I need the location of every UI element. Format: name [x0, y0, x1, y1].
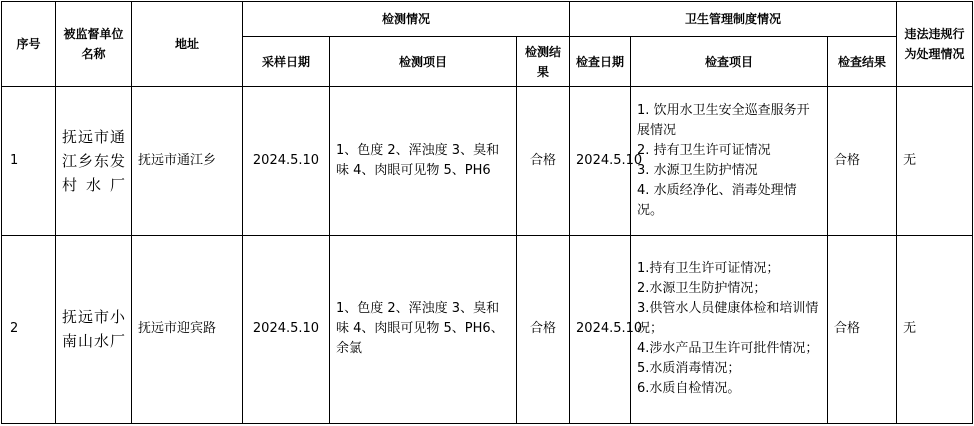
row-inspection-result: 合格 [828, 235, 897, 423]
header-test-result: 检测结果 [517, 37, 570, 87]
header-serial: 序号 [2, 2, 56, 87]
header-sampling-date: 采样日期 [243, 37, 330, 87]
supervision-table [1, 1, 973, 424]
inspection-item: 4.涉水产品卫生许可批件情况； [637, 341, 819, 357]
header-hygiene-group: 卫生管理制度情况 [570, 2, 897, 37]
table-row [2, 87, 973, 235]
row-violation: 无 [897, 87, 973, 235]
row-test-items: 1、色度 2、浑浊度 3、臭和味 4、肉眼可见物 5、PH6 [330, 87, 517, 235]
inspection-item: 5.水质消毒情况； [637, 361, 741, 377]
header-testing-group: 检测情况 [243, 2, 570, 37]
row-inspection-date: 2024.5.10 [570, 235, 631, 423]
row-inspection-items [631, 235, 828, 423]
inspection-item: 3.供管水人员健康体检和培训情况； [637, 301, 819, 337]
row-unit: 抚远市通江乡东发村水厂 [56, 87, 132, 235]
row-inspection-items [631, 87, 828, 235]
header-violation: 违法违规行为处理情况 [897, 2, 973, 87]
header-unit: 被监督单位名称 [56, 2, 132, 87]
inspection-item: 2.水源卫生防护情况； [637, 281, 767, 297]
inspection-item: 1.持有卫生许可证情况； [637, 261, 780, 277]
row-test-items: 1、色度 2、浑浊度 3、臭和味 4、肉眼可见物 5、PH6、余氯 [330, 235, 517, 423]
row-violation: 无 [897, 235, 973, 423]
row-inspection-date: 2024.5.10 [570, 87, 631, 235]
header-inspection-items: 检查项目 [631, 37, 828, 87]
row-sampling-date: 2024.5.10 [243, 87, 330, 235]
header-inspection-result: 检查结果 [828, 37, 897, 87]
inspection-item: 6.水质自检情况。 [637, 381, 741, 397]
row-test-result: 合格 [517, 87, 570, 235]
table-row [2, 235, 973, 423]
row-sampling-date: 2024.5.10 [243, 235, 330, 423]
row-test-result: 合格 [517, 235, 570, 423]
row-inspection-result: 合格 [828, 87, 897, 235]
row-serial: 2 [2, 235, 56, 423]
header-address: 地址 [132, 2, 243, 87]
row-address: 抚远市通江乡 [132, 87, 243, 235]
inspection-item: 3. 水源卫生防护情况 [637, 162, 758, 178]
header-test-items: 检测项目 [330, 37, 517, 87]
row-unit: 抚远市小南山水厂 [56, 235, 132, 423]
row-address: 抚远市迎宾路 [132, 235, 243, 423]
row-serial: 1 [2, 87, 56, 235]
inspection-item: 2. 持有卫生许可证情况 [637, 142, 771, 158]
inspection-item: 4. 水质经净化、消毒处理情况。 [637, 182, 797, 218]
header-inspection-date: 检查日期 [570, 37, 631, 87]
inspection-item: 1. 饮用水卫生安全巡查服务开展情况 [637, 102, 810, 138]
